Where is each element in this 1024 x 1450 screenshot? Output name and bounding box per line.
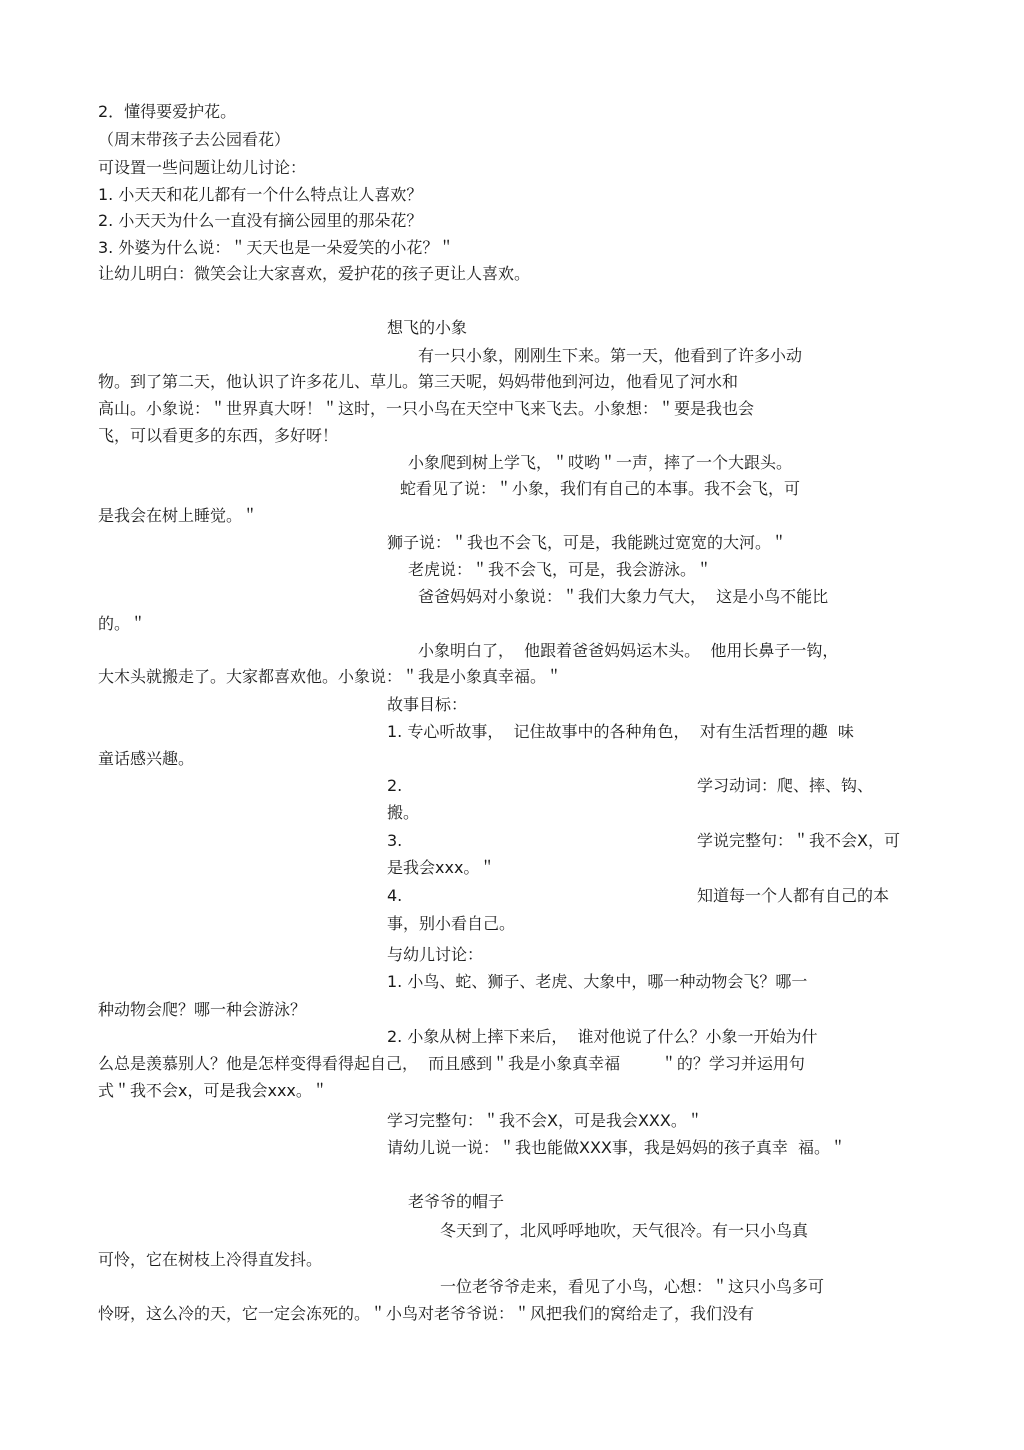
question-item: 1. 小天天和花儿都有一个什么特点让人喜欢？ <box>98 185 423 204</box>
goal-item-continuation: 是我会xxx。＂ <box>387 858 496 877</box>
discussion-item: 2. 小象从树上摔下来后， 谁对他说了什么？小象一开始为什 <box>387 1027 818 1046</box>
story-title: 想飞的小象 <box>387 318 468 337</box>
story-paragraph-line: 爸爸妈妈对小象说：＂我们大象力气大， 这是小鸟不能比 <box>418 587 829 606</box>
story-paragraph-line: 怜呀，这么冷的天，它一定会冻死的。＂小鸟对老爷爷说：＂风把我们的窝给走了，我们没有 <box>98 1304 755 1323</box>
story-paragraph-line: 小象爬到树上学飞，＂哎哟＂一声，摔了一个大跟头。 <box>408 453 793 472</box>
story-paragraph-line: 有一只小象，刚刚生下来。第一天，他看到了许多小动 <box>418 346 803 365</box>
discussion-intro: 可设置一些问题让幼儿讨论： <box>98 158 307 177</box>
story-paragraph-line: 飞，可以看更多的东西，多好呀！ <box>98 426 339 445</box>
story-paragraph-line: 的。＂ <box>98 614 147 633</box>
discussion-item-continuation: 种动物会爬？哪一种会游泳？ <box>98 1000 307 1019</box>
story-paragraph-line: 一位老爷爷走来，看见了小鸟，心想：＂这只小鸟多可 <box>440 1277 825 1296</box>
question-item: 3. 外婆为什么说：＂天天也是一朵爱笑的小花？＂ <box>98 238 455 257</box>
goal-item-continuation: 搬。 <box>387 803 420 822</box>
story-paragraph-line: 高山。小象说：＂世界真大呀！＂这时，一只小鸟在天空中飞来飞去。小象想：＂要是我也会 <box>98 399 755 418</box>
goal-number: 4. <box>387 886 403 905</box>
goal-number: 2. <box>387 776 403 795</box>
story-paragraph-line: 狮子说：＂我也不会飞，可是，我能跳过宽宽的大河。＂ <box>387 533 788 552</box>
practice-line: 学习完整句：＂我不会X，可是我会XXX。＂ <box>387 1111 703 1130</box>
story-paragraph-line: 冬天到了，北风呼呼地吹，天气很冷。有一只小鸟真 <box>440 1221 809 1240</box>
goal-item: 学习动词：爬、摔、钩、 <box>697 776 874 795</box>
story-title: 老爷爷的帽子 <box>408 1192 505 1211</box>
story-paragraph-line: 物。到了第二天，他认识了许多花儿、草儿。第三天呢，妈妈带他到河边，他看见了河水和 <box>98 372 739 391</box>
goal-item: 1. 专心听故事， 记住故事中的各种角色， 对有生活哲理的趣 味 <box>387 722 854 741</box>
goal-item: 学说完整句：＂我不会X，可 <box>697 831 900 850</box>
story-paragraph-line: 老虎说：＂我不会飞，可是，我会游泳。＂ <box>408 560 713 579</box>
story-paragraph-line: 大木头就搬走了。大家都喜欢他。小象说：＂我是小象真幸福。＂ <box>98 667 563 686</box>
story-paragraph-line: 是我会在树上睡觉。＂ <box>98 506 259 525</box>
goal-item: 知道每一个人都有自己的本 <box>697 886 890 905</box>
goal-item-continuation: 事，别小看自己。 <box>387 914 516 933</box>
section-heading: 2．懂得要爱护花。 <box>98 102 237 121</box>
story-paragraph-line: 可怜，它在树枝上冷得直发抖。 <box>98 1250 323 1269</box>
discussion-item-continuation: 么总是羡慕别人？他是怎样变得看得起自己， 而且感到＂我是小象真幸福 ＂的？学习并运用句 <box>98 1054 805 1073</box>
question-item: 2. 小天天为什么一直没有摘公园里的那朵花？ <box>98 211 423 230</box>
story-paragraph-line: 蛇看见了说：＂小象，我们有自己的本事。我不会飞，可 <box>400 479 801 498</box>
discussion-item: 1. 小鸟、蛇、狮子、老虎、大象中，哪一种动物会飞？哪一 <box>387 972 808 991</box>
discussion-item-continuation: 式＂我不会x，可是我会xxx。＂ <box>98 1081 328 1100</box>
practice-line: 请幼儿说一说：＂我也能做XXX事，我是妈妈的孩子真幸 福。＂ <box>387 1138 847 1157</box>
goal-item-continuation: 童话感兴趣。 <box>98 749 195 768</box>
section-note: （周末带孩子去公园看花） <box>98 130 291 149</box>
goal-number: 3. <box>387 831 403 850</box>
goals-heading: 故事目标： <box>387 695 468 714</box>
story-paragraph-line: 小象明白了， 他跟着爸爸妈妈运木头。 他用长鼻子一钩， <box>418 641 839 660</box>
discussion-heading: 与幼儿讨论： <box>387 945 484 964</box>
section-conclusion: 让幼儿明白：微笑会让大家喜欢，爱护花的孩子更让人喜欢。 <box>98 264 531 283</box>
